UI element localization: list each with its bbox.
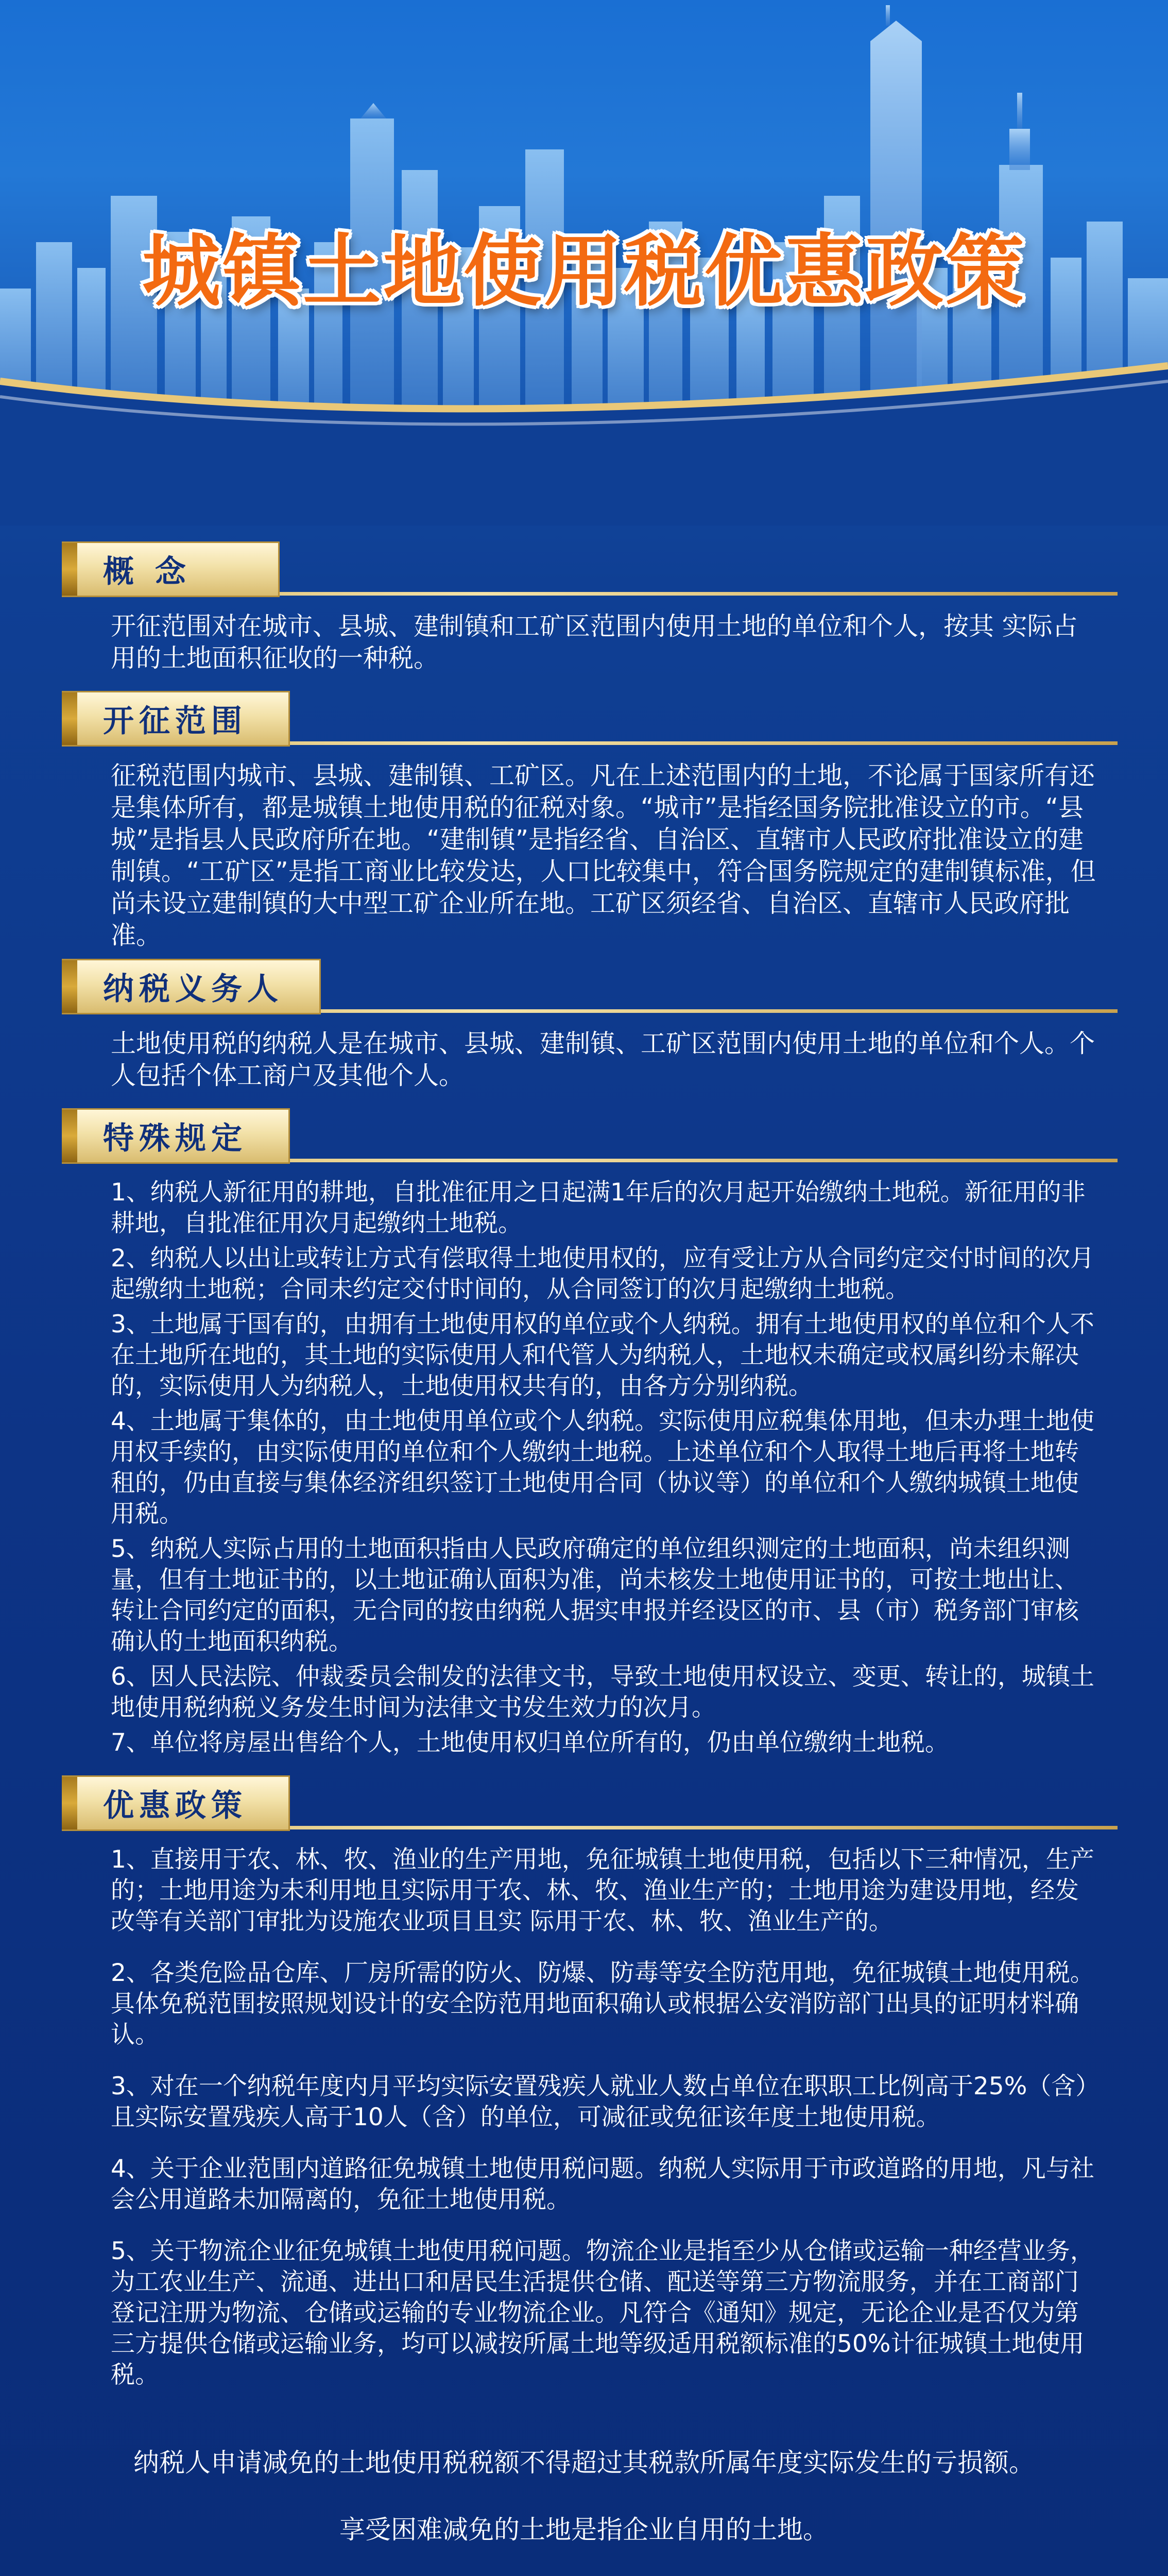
section-taxpayer xyxy=(62,956,1118,1096)
section-preferential-policy xyxy=(62,1772,1118,2395)
paragraph: 2、纳税人以出让或转让方式有偿取得土地使用权的，应有受让方从合同约定交付时间的次月起缴纳土地税；合同未约定交付时间的，从合同签订的次月起缴纳土地税。 xyxy=(111,1244,1094,1303)
paragraph: 5、纳税人实际占用的土地面积指由人民政府确定的单位组织测定的土地面积，尚未组织测量，但有土地证书的，以土地证确认面积为准，尚未核发土地使用证书的，可按土地出让、转让合同约定的面积，无合同的按由纳税人据实申报并经设区的市、县（市）税务部门审核确认的土地面积纳税。 xyxy=(111,1535,1079,1656)
paragraph: 5、关于物流企业征免城镇土地使用税问题。物流企业是指至少从仓储或运输一种经营业务，为工农业生产、流通、进出口和居民生活提供仓储、配送等第三方物流服务，并在工商部门登记注册为物流、仓储或运输的专业物流企业。凡符合《通知》规定，无论企业是否仅为第三方提供仓储或运输业务，均可以减按所属土地等级适用税额标准的50%计征城镇土地使用税。 xyxy=(111,2237,1094,2389)
section-tab xyxy=(62,959,321,1014)
section-body xyxy=(62,760,1118,952)
tab-accent xyxy=(62,543,77,596)
section-special-rules xyxy=(62,1105,1118,1762)
paragraph: 4、土地属于集体的，由土地使用单位或个人纳税。实际使用应税集体用地，但未办理土地使用权手续的，由实际使用的单位和个人缴纳土地税。上述单位和个人取得土地后再将土地转租的，仍由直接与集体经济组织签订土地使用合同（协议等）的单位和个人缴纳城镇土地使用税。 xyxy=(111,1407,1094,1528)
section-tab xyxy=(62,691,290,747)
paragraph: 2、各类危险品仓库、厂房所需的防火、防爆、防毒等安全防范用地，免征城镇土地使用税。具体免税范围按照规划设计的安全防范用地面积确认或根据公安消防部门出具的证明材料确认。 xyxy=(111,1959,1094,2049)
tab-accent xyxy=(62,1110,77,1162)
section-body xyxy=(62,611,1118,674)
section-title: 特殊规定 xyxy=(103,1121,247,1157)
paragraph: 土地使用税的纳税人是在城市、县城、建制镇、工矿区范围内使用土地的单位和个人。个人包括个体工商户及其他个人。 xyxy=(111,1029,1095,1090)
tab-accent xyxy=(62,960,77,1013)
section-tab xyxy=(62,541,280,597)
section-title: 概 念 xyxy=(103,554,191,590)
paragraph: 3、对在一个纳税年度内月平均实际安置残疾人就业人数占单位在职职工比例高于25%（含）且实际安置残疾人高于10人（含）的单位，可减征或免征该年度土地使用税。 xyxy=(111,2072,1100,2131)
section-title: 纳税义务人 xyxy=(103,971,283,1007)
section-header xyxy=(62,1105,1118,1166)
paragraph: 3、土地属于国有的，由拥有土地使用权的单位或个人纳税。拥有土地使用权的单位和个人不在土地所在地的，其土地的实际使用人和代管人为纳税人，土地权未确定或权属纠纷未解决的，实际使用人为纳税人，土地使用权共有的，由各方分别纳税。 xyxy=(111,1310,1094,1400)
paragraph: 7、单位将房屋出售给个人，土地使用权归单位所有的，仍由单位缴纳土地税。 xyxy=(111,1728,949,1757)
section-header xyxy=(62,956,1118,1016)
section-title: 优惠政策 xyxy=(103,1788,247,1824)
section-tab xyxy=(62,1108,290,1164)
page-title: 城镇土地使用税优惠政策 xyxy=(142,226,1026,317)
closing-note-loss: 纳税人申请减免的土地使用税税额不得超过其税款所属年度实际发生的亏损额。 xyxy=(133,2448,1035,2478)
tab-accent xyxy=(62,1777,77,1829)
section-body xyxy=(62,1028,1118,1092)
paragraph: 4、关于企业范围内道路征免城镇土地使用税问题。纳税人实际用于市政道路的用地，凡与社会公用道路未加隔离的，免征土地使用税。 xyxy=(111,2155,1094,2214)
paragraph: 1、纳税人新征用的耕地，自批准征用之日起满1年后的次月起开始缴纳土地税。新征用的非耕地，自批准征用次月起缴纳土地税。 xyxy=(111,1178,1086,1238)
closing-note-hardship: 享受困难减免的土地是指企业自用的土地。 xyxy=(339,2515,829,2545)
paragraph: 6、因人民法院、仲裁委员会制发的法律文书，导致土地使用权设立、变更、转让的，城镇土地使用税纳税义务发生时间为法律文书发生效力的次月。 xyxy=(111,1663,1094,1722)
section-body xyxy=(62,1844,1118,2391)
section-tab xyxy=(62,1775,290,1831)
paragraph: 1、直接用于农、林、牧、渔业的生产用地，免征城镇土地使用税，包括以下三种情况，生产的；土地用途为未利用地且实际用于农、林、牧、渔业生产的；土地用途为建设用地，经发改等有关部门审批为设施农业项目且实 际用于农、林、牧、渔业生产的。 xyxy=(111,1845,1094,1936)
paragraph: 征税范围内城市、县城、建制镇、工矿区。凡在上述范围内的土地，不论属于国家所有还是集体所有，都是城镇土地使用税的征税对象。“城市”是指经国务院批准设立的市。“县城”是指县人民政府所在地。“建制镇”是指经省、自治区、直辖市人民政府批准设立的建制镇。“工矿区”是指工商业比较发达，人口比较集中，符合国务院规定的建制镇标准，但尚未设立建制镇的大中型工矿企业所在地。工矿区须经省、自治区、直辖市人民政府批准。 xyxy=(111,761,1096,950)
section-header xyxy=(62,688,1118,749)
tab-accent xyxy=(62,692,77,745)
paragraph: 开征范围对在城市、县城、建制镇和工矿区范围内使用土地的单位和个人，按其 实际占用的土地面积征收的一种税。 xyxy=(111,612,1078,673)
header-swoosh-decoration xyxy=(0,361,1168,526)
section-scope xyxy=(62,688,1118,956)
section-header xyxy=(62,538,1118,599)
section-header xyxy=(62,1772,1118,1833)
section-title: 开征范围 xyxy=(103,703,247,739)
section-concept xyxy=(62,538,1118,679)
section-body xyxy=(62,1177,1118,1758)
